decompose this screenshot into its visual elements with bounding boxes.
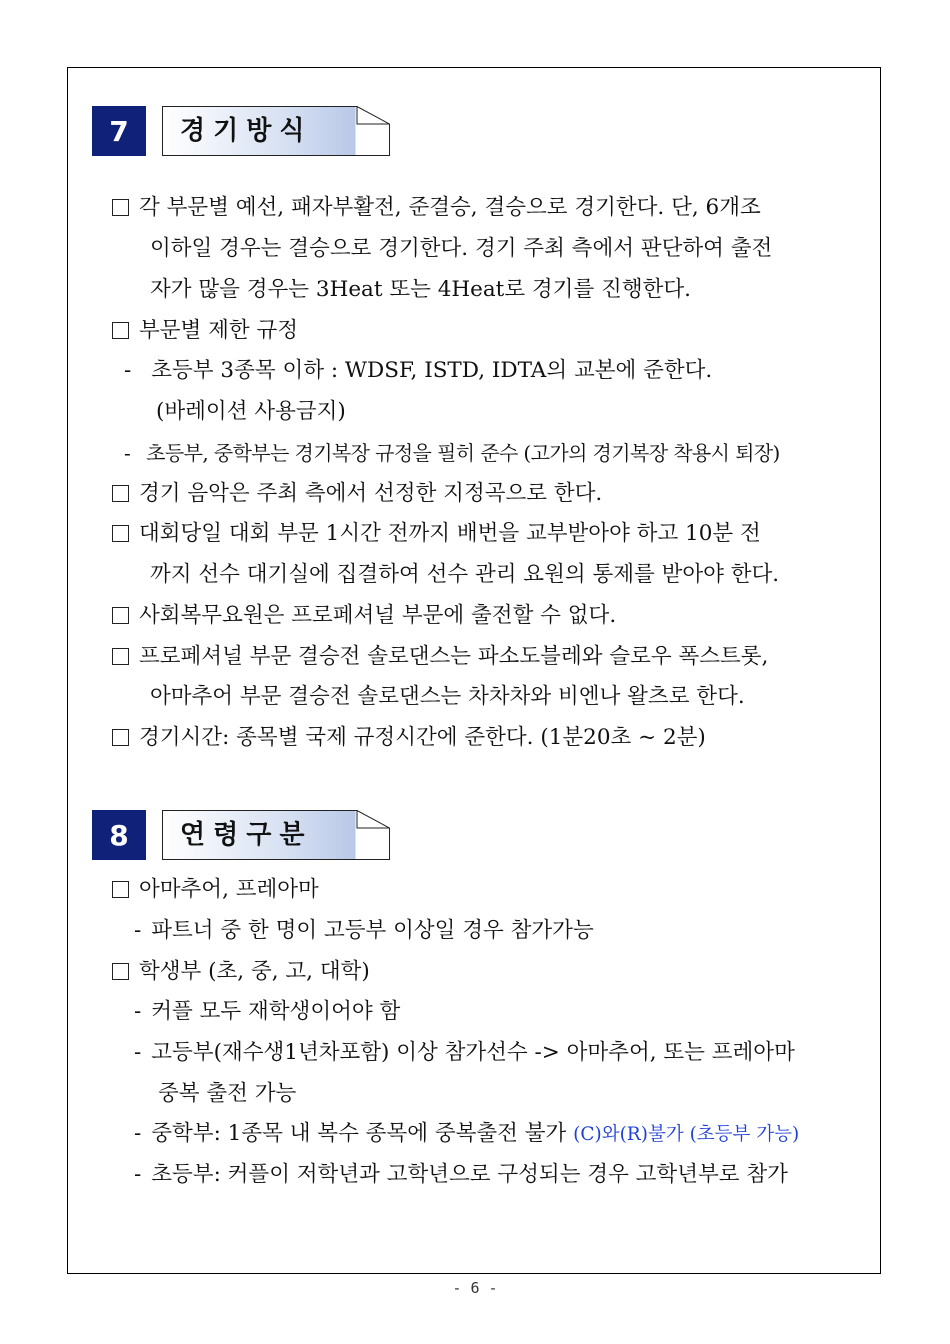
item-text: 경기 음악은 주최 측에서 선정한 지정곡으로 한다. [139,481,603,506]
checkbox-square-icon [112,199,129,216]
item-text: 초등부 3종목 이하 : WDSF, ISTD, IDTA의 교본에 준한다. [151,358,713,383]
item-text: 학생부 (초, 중, 고, 대학) [139,959,370,984]
item-text: 중복 출전 가능 [158,1081,297,1106]
blue-note: (C)와(R)불가 (초등부 가능) [573,1124,800,1145]
list-item [112,875,319,905]
dash-icon: - [134,1121,142,1146]
item-text: 각 부문별 예선, 패자부활전, 준결승, 결승으로 경기한다. 단, 6개조 [139,195,761,220]
list-item [112,723,706,753]
item-text: 아마추어, 프레아마 [139,877,319,902]
checkbox-square-icon [112,485,129,502]
checkbox-square-icon [112,881,129,898]
sub-item-continued [158,1079,296,1109]
item-text: 대회당일 대회 부문 1시간 전까지 배번을 교부받아야 하고 10분 전 [139,521,761,546]
item-text: (바레이션 사용금지) [156,399,346,424]
list-item [112,957,370,987]
checkbox-square-icon [112,525,129,542]
sub-item [134,1119,799,1149]
page-number: - 6 - [452,1279,498,1297]
item-text: 초등부: 커플이 저학년과 고학년으로 구성되는 경우 고학년부로 참가 [151,1162,788,1187]
item-text: 파트너 중 한 명이 고등부 이상일 경우 참가가능 [151,918,594,943]
dash-icon: - [134,1040,142,1065]
section-number: 7 [92,106,146,156]
item-text: 까지 선수 대기실에 집결하여 선수 관리 요원의 통제를 받아야 한다. [150,562,780,587]
item-text: 아마추어 부문 결승전 솔로댄스는 차차차와 비엔나 왈츠로 한다. [150,684,745,709]
item-text: 부문별 제한 규정 [139,318,299,343]
list-item-continued [150,234,772,264]
dash-icon: - [124,358,132,383]
sub-item [134,997,400,1027]
sub-item [124,356,712,386]
list-item [112,193,761,223]
dash-icon: - [134,1162,142,1187]
item-text: 이하일 경우는 결승으로 경기한다. 경기 주최 측에서 판단하여 출전 [150,236,773,261]
list-item-continued [150,682,745,712]
checkbox-square-icon [112,648,129,665]
item-text: 중학부: 1종목 내 복수 종목에 중복출전 불가 [151,1121,567,1146]
section-title-box [162,810,390,860]
sub-item-continued [156,397,346,427]
sub-item [134,1160,788,1190]
checkbox-square-icon [112,322,129,339]
checkbox-square-icon [112,963,129,980]
list-item [112,642,768,672]
dash-icon: - [124,441,131,465]
item-text: 사회복무요원은 프로페셔널 부문에 출전할 수 없다. [139,603,617,628]
list-item [112,601,616,631]
item-text: 자가 많을 경우는 3Heat 또는 4Heat로 경기를 진행한다. [150,277,691,302]
section-title: 연령구분 [180,820,313,850]
item-text: 경기시간: 종목별 국제 규정시간에 준한다. (1분20초 ~ 2분) [139,725,706,750]
checkbox-square-icon [112,607,129,624]
section-number: 8 [92,810,146,860]
sub-item [124,438,780,468]
section-title: 경기방식 [180,116,313,146]
list-item [112,519,761,549]
dash-icon: - [134,999,142,1024]
checkbox-square-icon [112,729,129,746]
list-item [112,479,602,509]
dash-icon: - [134,918,142,943]
sub-item [134,1038,795,1068]
item-text: 초등부, 중학부는 경기복장 규정을 필히 준수 (고가의 경기복장 착용시 퇴장) [146,441,780,465]
list-item-continued [150,560,779,590]
list-item [112,316,298,346]
list-item-continued [150,275,691,305]
section-title-box [162,106,390,156]
item-text: 프로페셔널 부문 결승전 솔로댄스는 파소도블레와 슬로우 폭스트롯, [139,644,769,669]
item-text: 고등부(재수생1년차포함) 이상 참가선수 -> 아마추어, 또는 프레아마 [151,1040,795,1065]
item-text: 커플 모두 재학생이어야 함 [151,999,401,1024]
sub-item [134,916,594,946]
